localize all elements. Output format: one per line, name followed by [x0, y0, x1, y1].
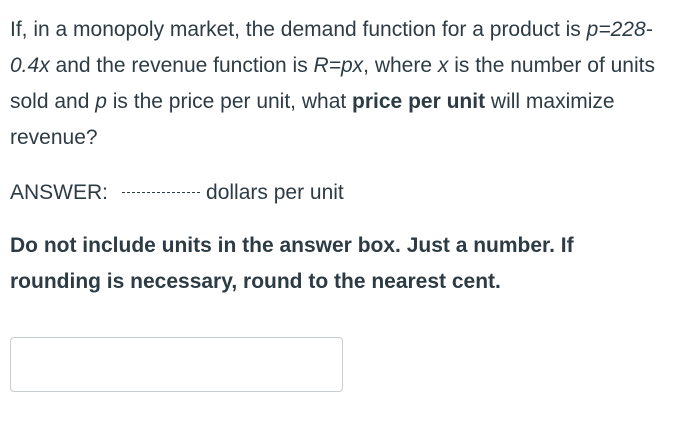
question-mid-2: , where	[363, 54, 438, 77]
question-emphasis: price per unit	[352, 90, 486, 113]
question-mid-4: is the price per unit, what	[106, 90, 353, 113]
answer-blank-rule	[122, 192, 200, 193]
demand-function: p=228-0.4x	[10, 18, 653, 77]
variable-x: x	[437, 54, 449, 77]
question-text	[10, 12, 670, 156]
revenue-function: R=px	[313, 54, 364, 77]
question-paragraph	[10, 12, 670, 156]
answer-line	[10, 175, 344, 211]
variable-p: p	[95, 90, 107, 113]
question-mid-3: is the number of units sold and	[10, 54, 655, 113]
question-mid-1: and the revenue function is	[49, 54, 314, 77]
question-end: will maximize revenue?	[10, 90, 615, 149]
instructions-text: Do not include units in the answer box. Just a number. If rounding is necessary, round to the nearest cent.	[10, 234, 574, 293]
answer-input[interactable]	[10, 337, 343, 392]
question-intro: If, in a monopoly market, the demand function for a product is	[10, 18, 587, 41]
answer-unit: dollars per unit	[206, 181, 344, 204]
answer-label: ANSWER:	[10, 181, 109, 204]
